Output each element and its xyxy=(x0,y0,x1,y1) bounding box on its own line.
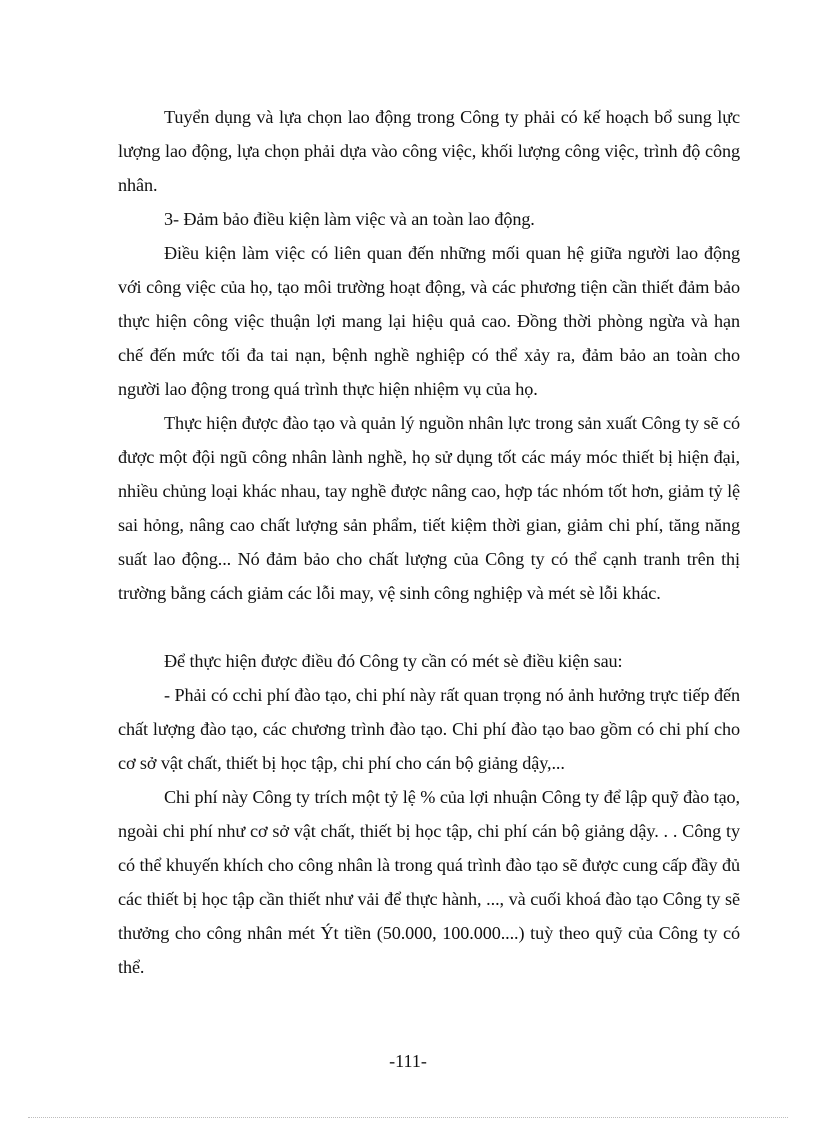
section-heading-working-conditions: 3- Đảm bảo điều kiện làm việc và an toàn lao động. xyxy=(164,209,535,229)
document-body xyxy=(118,100,740,984)
paragraph-working-conditions: Điều kiện làm việc có liên quan đến những mối quan hệ giữa người lao động với công việc của họ, tạo môi trường hoạt động, và các phương tiện cần thiết đảm bảo thực hiện công việc thuận lợi mang lại hiệu quả cao. Đồng thời phòng ngừa và hạn chế đến mức tối đa tai nạn, bệnh nghề nghiệp có thể xảy ra, đảm bảo an toàn cho người lao động trong quá trình thực hiện nhiệm vụ của họ. xyxy=(118,243,740,399)
paragraph-conditions-intro: Để thực hiện được điều đó Công ty cần có mét sè điều kiện sau: xyxy=(164,651,623,671)
page-number: -111- xyxy=(389,1051,427,1071)
paragraph-training-benefits: Thực hiện được đào tạo và quản lý nguồn nhân lực trong sản xuất Công ty sẽ có được một đội ngũ công nhân lành nghề, họ sử dụng tốt các máy móc thiết bị hiện đại, nhiều chủng loại khác nhau, tay nghề được nâng cao, hợp tác nhóm tốt hơn, giảm tỷ lệ sai hỏng, nâng cao chất lượng sản phẩm, tiết kiệm thời gian, giảm chi phí, tăng năng suất lao động... Nó đảm bảo cho chất lượng của Công ty có thể cạnh tranh trên thị trường bằng cách giảm các lỗi may, vệ sinh công nghiệp và mét sè lỗi khác. xyxy=(118,413,740,603)
paragraph-training-fund: Chi phí này Công ty trích một tỷ lệ % của lợi nhuận Công ty để lập quỹ đào tạo, ngoài chi phí như cơ sở vật chất, thiết bị học tập, chi phí cán bộ giảng dậy. . . Công ty có thể khuyến khích cho công nhân là trong quá trình đào tạo sẽ được cung cấp đầy đủ các thiết bị học tập cần thiết như vải để thực hành, ..., và cuối khoá đào tạo Công ty sẽ thưởng cho công nhân mét Ýt tiền (50.000, 100.000....) tuỳ theo quỹ của Công ty có thể. xyxy=(118,787,740,977)
page-bottom-divider xyxy=(28,1117,788,1118)
paragraph-training-cost: - Phải có cchi phí đào tạo, chi phí này rất quan trọng nó ảnh hưởng trực tiếp đến chất lượng đào tạo, các chương trình đào tạo. Chi phí đào tạo bao gồm có chi phí cho cơ sở vật chất, thiết bị học tập, chi phí cho cán bộ giảng dậy,... xyxy=(118,685,740,773)
paragraph-gap xyxy=(118,610,740,644)
paragraph-recruitment: Tuyển dụng và lựa chọn lao động trong Công ty phải có kế hoạch bổ sung lực lượng lao động, lựa chọn phải dựa vào công việc, khối lượng công việc, trình độ công nhân. xyxy=(118,107,740,195)
